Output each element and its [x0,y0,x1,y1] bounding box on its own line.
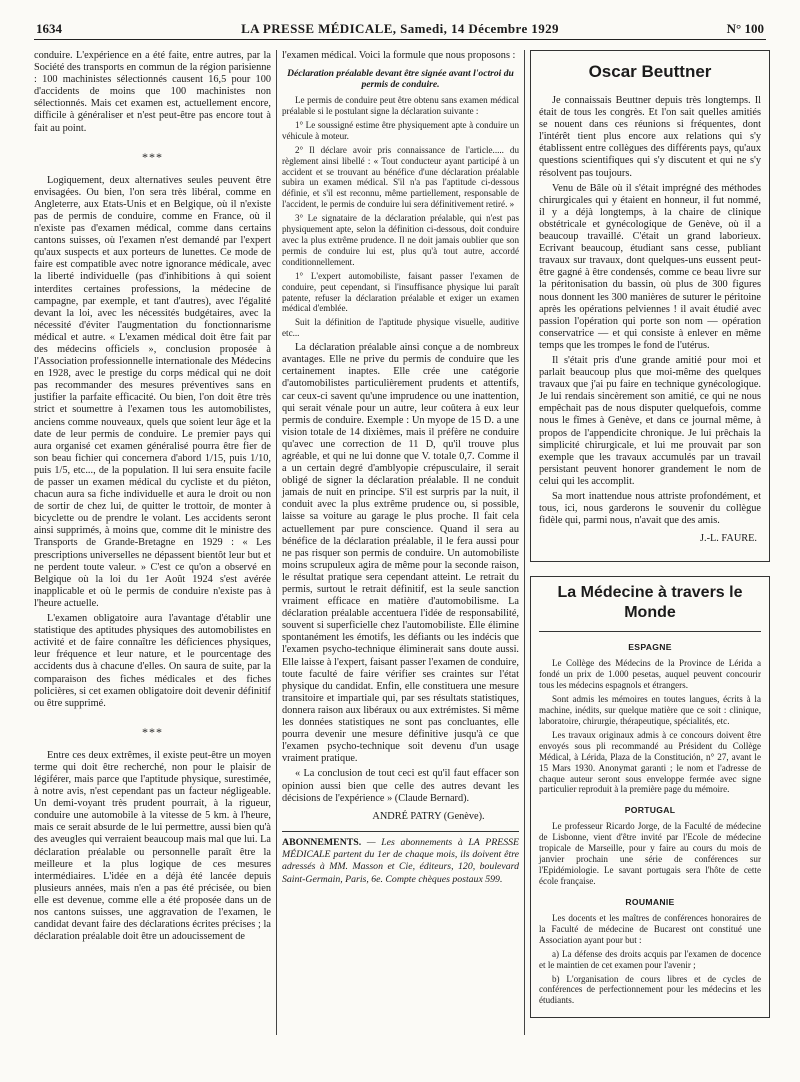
news-item: Le Collège des Médecins de la Province de Lérida a fondé un prix de 1.000 pesetas, auquel peuvent concourir tous les médecins espagnols et étrangers. [539,658,761,691]
paragraph: Logiquement, deux alternatives seules peuvent être envisagées. Ou bien, l'on sera très libéral, comme en Angleterre, aux Etats-Unis et en Belgique, où il n'existe pas de permis de conduire, comme en France, où il n'existe pas d'examen médical, comme dans certains cantons suisses, où l'examen n'est demandé par l'expert qu'aux suspects et aux porteurs de lunettes. Ce mode de faire est compatible avec notre ignorance médicale, avec la liberté individuelle (pas d'inhibitions à qui soient interdites certaines professions, la médecine de campagne, par exemple, et tant d'autres), avec l'égalité devant la loi, avec les nécessités budgétaires, avec la nécessité d'éviter l'augmentation du fonctionnarisme médical et autre. « L'examen médical doit être fait par des médecins officiels », conclusion proposée à l'Association professionnelle internationale des Médecins en 1928, avec le prestige du corps médical qui ne doit pas recommander des mesures préventives sans en justifier la parfaite efficacité. Ou bien, l'on doit être très strict et soumettre à l'examen tous les automobilistes, anciens comme nouveaux, quels que soient leur âge et la date de leur permis de conduire. Le premier pays qui aura organisé cet examen généralisé pourra être fier de son beau fichier qui concernera d'abord 1/15, puis 1/10, puis 1/5, etc..., de la population. Il lui sera ensuite facile de passer un examen médical du cycliste et du piéton, chacun aura sa fiche individuelle et aura le droit ou non de sortir de chez lui, de quitter le trottoir, de monter à bicyclette ou de prendre le volant. Les accidents seront ainsi supprimés, à moins que, comme dit le ministre des Transports de Grande-Bretagne en 1929 : « Les prescriptions universelles ne dépassent bientôt leur but et ne perdent toute valeur. » C'est ce qu'on a observé en Belgique où la loi du 1er Août 1924 s'est avérée inapplicable et où le permis de conduire n'existe pas à l'heure actuelle. [34,174,271,609]
paragraph: l'examen médical. Voici la formule que nous proposons : [282,50,516,61]
paragraph: Je connaissais Beuttner depuis très longtemps. Il était de tous les congrès. Et l'on sait quelles amitiés se nouent dans ces réunions si fréquentes, dont l'intérêt tient plus encore aux relations qui s'y établissent entre collègues des différents pays, qu'aux questions scientifiques qui s'y discutent et qui ne s'y résolvent pas toujours. [539,95,761,179]
subscriptions-text: — Les abonnements à LA PRESSE MÉDICALE partent du 1er de chaque mois, ils doivent être adressés à MM. Masson et Cie, éditeurs, 120, boulevard Saint-Germain, Paris, 6e. Compte chèques postaux 599. [282,836,520,885]
author-signature: ANDRÉ PATRY (Genève). [372,810,485,822]
issue-number: N° 100 [726,21,764,36]
country-heading-portugal: PORTUGAL [624,805,676,816]
page-number: 1634 [36,21,62,36]
paragraph: Venu de Bâle où il s'était imprégné des méthodes chirurgicales qui y étaient en honneur, il fut nommé, il y a déjà longtemps, à la chaire de clinique obstétricale et gynécologique de Genève, où il a beaucoup travaillé. C'était un grand laborieux. Ecrivant beaucoup, étudiant sans cesse, publiant travaux sur travaux, dont quelques-uns eussent peut-être gagné à être condensés, comme ce beau livre sur la péritonisation du bassin, où plus de 300 figures nous donnent les 300 manières de suturer le péritoine après les opérations pelviennes ! il avait étudié avec passion l'opération qui porte son nom — opération conservatrice — et qui consiste à enlever en même temps que les trompes le fond de l'utérus. [539,182,761,351]
country-heading-romania: ROUMANIE [625,896,675,907]
paragraph: « La conclusion de tout ceci est qu'il faut effacer son opinion aussi bien que celle des autres devant les décisions de l'expérience » (Claude Bernard). [282,768,519,804]
news-item: Sont admis les mémoires en toutes langues, écrits à la machine, inédits, sur quelque matière que ce soit : clinique, laboratoire, chirurgie, thérapeutique, spécialités, etc. [539,694,761,726]
obituary-box [530,50,770,562]
declaration-text: 1° Le soussigné estime être physiquement apte à conduire un véhicule à moteur. [282,119,519,141]
section-stars: *** [142,149,163,164]
news-item: Les travaux originaux admis à ce concours doivent être envoyés sous pli recommandé au Président du Collège Médical, à Lérida, Plaza de la Constitución, n° 27, avant le 15 Mars 1930. Anonymat garanti ; le nom et l'adresse de chaque auteur seront sous enveloppe fermée avec signe particulier reproduit à la première page du mémoire. [539,729,761,795]
country-heading-spain: ESPAGNE [628,642,672,653]
journal-title: LA PRESSE MÉDICALE, Samedi, 14 Décembre 1929 [241,21,559,36]
declaration-text: Le permis de conduire peut être obtenu sans examen médical préalable si le postulant signe la déclaration suivante : [282,95,519,116]
paragraph: conduire. L'expérience en a été faite, entre autres, par la Société des transports en commun de la région parisienne : 100 machinistes sélectionnés causent 16,5 pour 100 d'accidents de moins que 100 machinistes non sélectionnés. Mais cet examen est, actuellement encore, difficile à généraliser et n'est peut-être pas encore tout à fait au point. [34,50,271,134]
paragraph: L'examen obligatoire aura l'avantage d'établir une statistique des aptitudes physiques des automobilistes en activité et de faire connaître les déficiences physiques, leur fréquence et leur nature, et le pourcentage des accidents dus à chacune d'elles. On saura de suite, par la comparaison des fiches médicales et des fiches policières, si cet examen obligatoire doit devenir définitif ou être supprimé. [34,613,271,709]
declaration-text: 2° Il déclare avoir pris connaissance de l'article..... du règlement ainsi libellé : « Tout conducteur ayant participé à un accident et se trouvant au bénéfice d'une déclaration préalable subira un examen médical. S'il n'a pas l'aptitude ci-dessous définie, et s'il est reconnu, même partiellement, responsable de l'accident, le permis de conduire lui sera définitivement retiré. » [282,144,519,210]
news-item: Le professeur Ricardo Jorge, de la Faculté de médecine de Lisbonne, vient d'être invité par l'Ecole de médecine tropicale de Marseille, pour y faire au cours du mois de janvier prochain une série de conférences sur l'Epidémiologie. Le savant portugais sera l'hôte de cette école française. [539,821,761,886]
paragraph: Il s'était pris d'une grande amitié pour moi et parlait beaucoup plus que moi-même des quelques travaux que j'ai pu faire en technique gynécologique. Je lui rendais sincèrement son amitié, ce qui ne nous empêchait pas de nous disputer quelquefois, comme nous le fîmes à Genève, et dans ce journal même, à propos de l'appendicite chronique. Je lui prêchais la simplicité chirurgicale, et lui me prouvait par son exemple que les travaux accumulés par un travail persistant peuvent honorer grandement le nom de celui qui les accomplit. [539,354,761,487]
column-rule [276,50,277,1035]
declaration-title: Déclaration préalable devant être signée avant l'octroi du permis de conduire. [287,68,514,91]
section-stars: *** [142,724,163,739]
news-item: b) L'organisation de cours libres et de cycles de conférences de perfectionnement pour les médecins et les étudiants. [539,973,761,1006]
column-middle [282,50,519,886]
world-news-box [530,576,770,1018]
declaration-text: 1° L'expert automobiliste, faisant passer l'examen de conduire, peut cependant, si l'insuffisance physique lui paraît patente, refuser la déclaration préalable et exiger un examen médical d'emblée. [282,270,519,314]
declaration-text: 3° Le signataire de la déclaration préalable, qui n'est pas physiquement apte, selon la définition ci-dessous, doit conduire avec la plus extrême prudence. Il ne doit jamais oublier que son permis de conduire lui est, plus qu'à tout autre, accordé conditionnellement. [282,213,519,267]
column-left [34,50,271,946]
news-item: Les docents et les maîtres de conférences honoraires de la Faculté de médecine de Bucarest ont constitué une Association ayant pour but : [539,912,761,945]
page-header [34,18,766,40]
column-right [530,50,770,1032]
obituary-title: Oscar Beuttner [588,62,712,81]
paragraph: Sa mort inattendue nous attriste profondément, et tous, ici, nous garderons le souvenir du collègue fidèle qui, parmi nous, n'avait que des amis. [539,491,761,527]
subscriptions-notice [282,831,519,886]
news-item: a) La défense des droits acquis par l'examen de docence et le maintien de cet examen pour l'avenir ; [539,948,761,970]
subscriptions-label: ABONNEMENTS. [282,836,362,848]
paragraph: Entre ces deux extrêmes, il existe peut-être un moyen terme qui doit être recherché, non pour le plaisir de légiférer, mais parce que l'aptitude physique, surestimée, à notre avis, n'est cependant pas un facteur négligeable. Un demi-voyant très prudent pourrait, à la rigueur, conduire une automobile à la vitesse de 5 km. à l'heure, mais ce serait absurde de le lui permettre, aussi bien qu'à des aveugles qui verraient beaucoup mais mal que lui. La déclaration préalable ou personnelle paraît être la meilleure et la plus logique de ces mesures intermédiaires. L'idée en a déjà été lancée depuis plusieurs années, mais n'en a pas été précisée, ou bien elle est devenue, comme elle a été proposée dans un de nos cantons suisses, une aggravation de l'examen, le candidat devant faire des déclarations écrites précises ; la déclaration préalable doit être un adoucissement de [34,749,271,943]
world-news-title: La Médecine à travers le Monde [539,583,761,632]
declaration-text: Suit la définition de l'aptitude physique visuelle, auditive etc... [282,317,519,339]
paragraph: La déclaration préalable ainsi conçue a de nombreux avantages. Elle ne prive du permis de conduire que les certainement inaptes. Elle crée une catégorie d'automobilistes particulièrement prudents et attentifs, car ceux-ci savent qu'une imprudence ou une inattention, qui serait vénale pour un autre, leur coûtera à eux leur permis de conduire. Exemple : Un myope de 15 D. a une vision totale de 14 dixièmes, mais il préfère ne conduire qu'avec une correction de 11 D, qu'il trouve plus agréable, et qui ne lui donne que V. totale 0,7. Comme il a un certain degré d'amblyopie crépusculaire, il serait obligé de signer la déclaration préalable. Il ne conduit jamais de nuit en principe. S'il est surpris par la nuit, il conduit avec la plus extrême prudence ou, si possible, laisse sa voiture au garage le plus proche. Il fait cela actuellement par pure conscience. Quand il sera au bénéfice de la déclaration préalable, il le fera aussi pour ne pas risquer son permis de conduire. Un automobiliste moins scrupuleux agira de même pour la seconde raison, le résultat pratique sera cependant atteint. Le retrait du permis, surtout le retrait définitif, est la seule sanction vraiment efficace en matière d'automobilisme. La déclaration préalable accentuera l'idée de responsabilité, souvent si superficielle chez l'automobiliste. Elle élimine spontanément les émotifs, les défiants ou les indécis que l'examen psycho-technique éliminerait sans doute aussi. Elle laisse à l'expert, faisant passer l'examen de conduire, toute faculté de faire vérifier ses craintes sur l'état physique du candidat. Enfin, elle constituera une mesure transitoire et impartiale qui, par ses résultats statistiques, donnera raison aux libéraux ou aux extrémistes. Si même les données statistiques ne sont pas concluantes, elle pourra devenir une mesure définitive jusqu'à ce que l'examen psycho-technique soit devenu d'un usage vraiment pratique. [282,342,519,765]
obituary-signature: J.-L. FAURE. [699,533,757,545]
column-rule [524,50,525,1035]
